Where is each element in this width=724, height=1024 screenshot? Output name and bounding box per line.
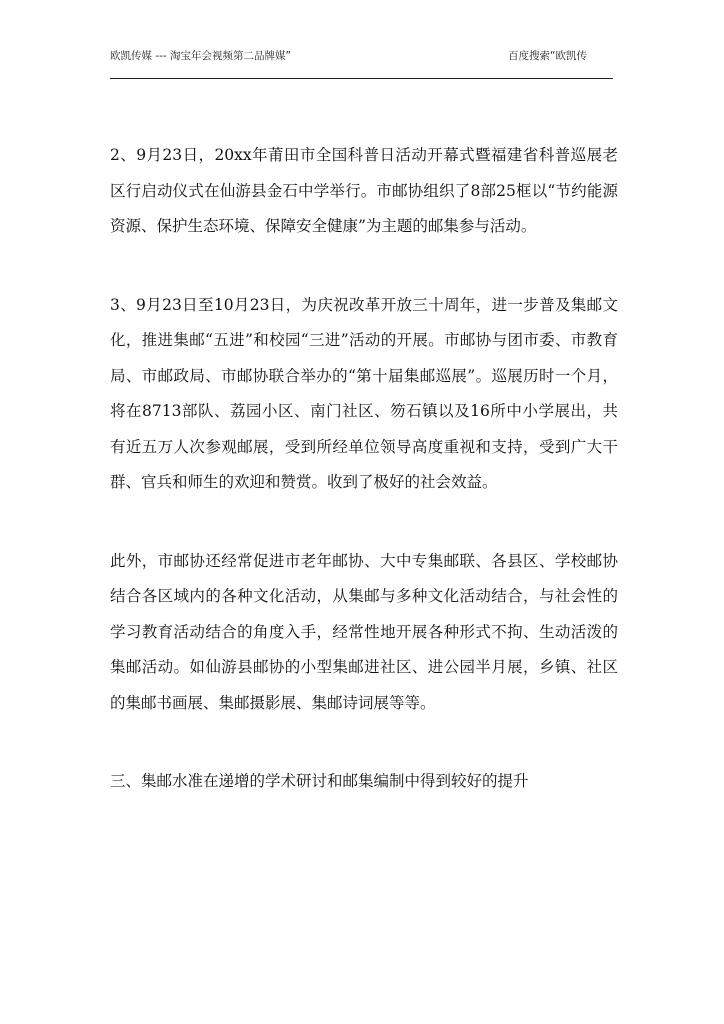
paragraph-item-3: 3、9月23日至10月23日，为庆祝改革开放三十周年，进一步普及集邮文化，推进集邮“五进”和校园“三进”活动的开展。市邮协与团市委、市教育局、市邮政局、市邮协联合举办的“第十届集邮巡展”。巡展历时一个月，将在8713部队、荔园小区、南门社区、笏石镇以及16所中小学展出，共有近五万人次参观邮展，受到所经单位领导高度重视和支持，受到广大干群、官兵和师生的欢迎和赞赏。收到了极好的社会效益。 [110, 295, 618, 491]
header-right-text: 百度搜索“欧凯传 [508, 50, 587, 62]
header-left-text: 欧凯传媒 --- 淘宝年会视频第二品牌媒” [110, 50, 291, 62]
section-heading-3: 三、集邮水准在递增的学术研讨和邮集编制中得到较好的提升 [110, 772, 529, 790]
page-header [110, 50, 613, 79]
paragraph-additional: 此外，市邮协还经常促进市老年邮协、大中专集邮联、各县区、学校邮协结合各区域内的各种文化活动，从集邮与多种文化活动结合，与社会性的学习教育活动结合的角度入手，经常性地开展各种形式不拘、生动活泼的集邮活动。如仙游县邮协的小型集邮进社区、进公园半月展，乡镇、社区的集邮书画展、集邮摄影展、集邮诗词展等等。 [110, 551, 618, 712]
document-body [110, 138, 618, 800]
paragraph-item-2: 2、9月23日，20xx年莆田市全国科普日活动开幕式暨福建省科普巡展老区行启动仪式在仙游县金石中学举行。市邮协组织了8部25框以“节约能源资源、保护生态环境、保障安全健康”为主题的邮集参与活动。 [110, 146, 618, 235]
